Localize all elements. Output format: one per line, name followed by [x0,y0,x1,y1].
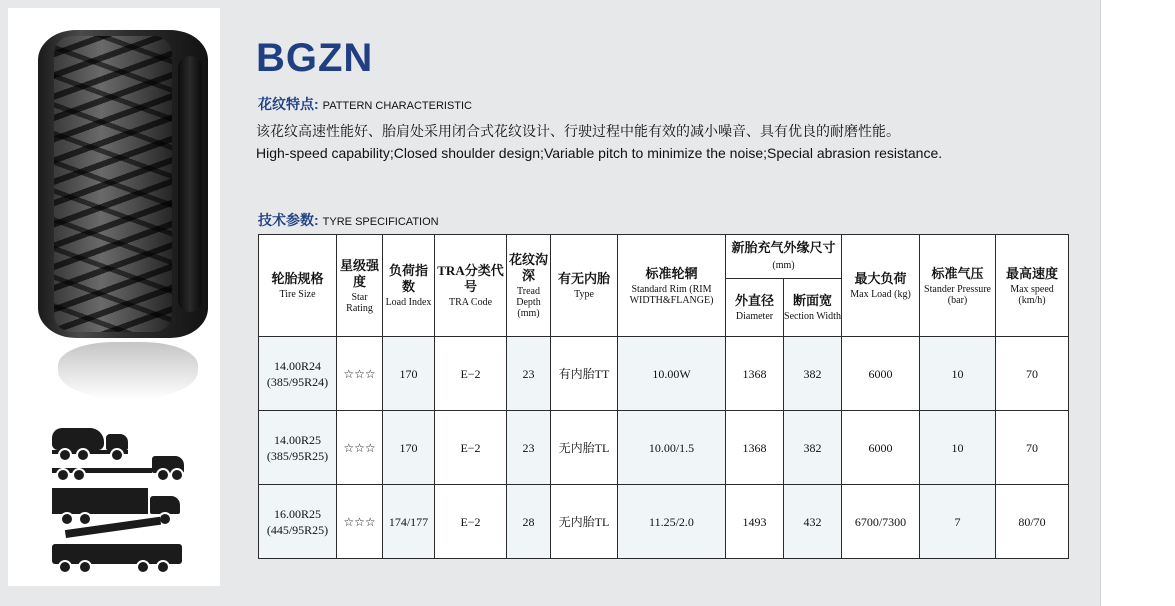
cell-speed: 70 [996,337,1069,411]
page-edge [1100,0,1175,606]
cell-tire-size: 14.00R25 (385/95R25) [259,411,337,485]
cell-max-load: 6000 [842,337,920,411]
table-row [259,337,1069,411]
cell-type: 无内胎TL [551,411,618,485]
header-tread-depth: 花纹沟深 Tread Depth (mm) [507,235,551,337]
header-new-tyre-size: 新胎充气外缘尺寸 (mm) [726,235,842,279]
header-tire-size: 轮胎规格 Tire Size [259,235,337,337]
cell-section: 382 [784,337,842,411]
cell-rim: 11.25/2.0 [618,485,726,559]
pattern-desc-cn: 该花纹高速性能好、胎肩处采用闭合式花纹设计、行驶过程中能有效的减小噪音、具有优良的耐磨性能。 [256,123,900,139]
header-tra-code: TRA分类代号 TRA Code [435,235,507,337]
pattern-title-en: PATTERN CHARACTERISTIC [322,100,472,112]
cell-tread: 23 [507,411,551,485]
cell-type: 有内胎TT [551,337,618,411]
header-standard-rim: 标准轮辋 Standard Rim (RIM WIDTH&FLANGE) [618,235,726,337]
cell-rim: 10.00/1.5 [618,411,726,485]
cell-diameter: 1368 [726,337,784,411]
tyre-reflection [58,342,198,400]
cell-tra: E−2 [435,411,507,485]
cell-max-load: 6000 [842,411,920,485]
tyre-spec-table [258,234,1069,559]
cell-diameter: 1493 [726,485,784,559]
product-image-card [8,8,220,586]
header-max-load: 最大负荷 Max Load (kg) [842,235,920,337]
pattern-description [256,120,942,164]
cell-star: ☆☆☆ [337,485,383,559]
cell-type: 无内胎TL [551,485,618,559]
tyre-sidewall [178,56,202,312]
cell-tra: E−2 [435,485,507,559]
cell-section: 382 [784,411,842,485]
cell-load: 170 [383,337,435,411]
header-pressure: 标准气压 Stander Pressure (bar) [920,235,996,337]
cell-load: 174/177 [383,485,435,559]
cell-pressure: 10 [920,411,996,485]
pattern-title-cn: 花纹特点: [258,96,319,112]
cell-star: ☆☆☆ [337,337,383,411]
spec-section-title [258,210,439,230]
cell-tire-size: 14.00R24 (385/95R24) [259,337,337,411]
header-section-width: 断面宽 Section Width [784,279,842,337]
header-diameter: 外直径 Diameter [726,279,784,337]
table-row [259,485,1069,559]
cell-max-load: 6700/7300 [842,485,920,559]
cell-diameter: 1368 [726,411,784,485]
cell-speed: 70 [996,411,1069,485]
crane-truck-icon [52,530,184,576]
cell-rim: 10.00W [618,337,726,411]
cell-tra: E−2 [435,337,507,411]
tyre-tread-pattern [54,36,172,332]
pattern-desc-en: High-speed capability;Closed shoulder design;Variable pitch to minimize the noise;Special abrasion resistance. [256,145,943,161]
header-max-speed: 最高速度 Max speed (km/h) [996,235,1069,337]
cell-pressure: 10 [920,337,996,411]
box-truck-icon [52,488,184,526]
spec-title-en: TYRE SPECIFICATION [322,216,439,228]
header-star-rating: 星级强度 Star Rating [337,235,383,337]
brand-logo: BGZN [256,36,374,80]
table-row [259,411,1069,485]
cell-star: ☆☆☆ [337,411,383,485]
header-load-index: 负荷指数 Load Index [383,235,435,337]
pattern-section-title [258,94,472,114]
tyre-image [38,30,208,338]
cell-tread: 28 [507,485,551,559]
cell-tread: 23 [507,337,551,411]
cell-load: 170 [383,411,435,485]
lowbed-truck-icon [52,456,186,484]
spec-title-cn: 技术参数: [258,212,319,228]
cell-tire-size: 16.00R25 (445/95R25) [259,485,337,559]
cell-pressure: 7 [920,485,996,559]
cell-speed: 80/70 [996,485,1069,559]
cell-section: 432 [784,485,842,559]
header-type: 有无内胎 Type [551,235,618,337]
